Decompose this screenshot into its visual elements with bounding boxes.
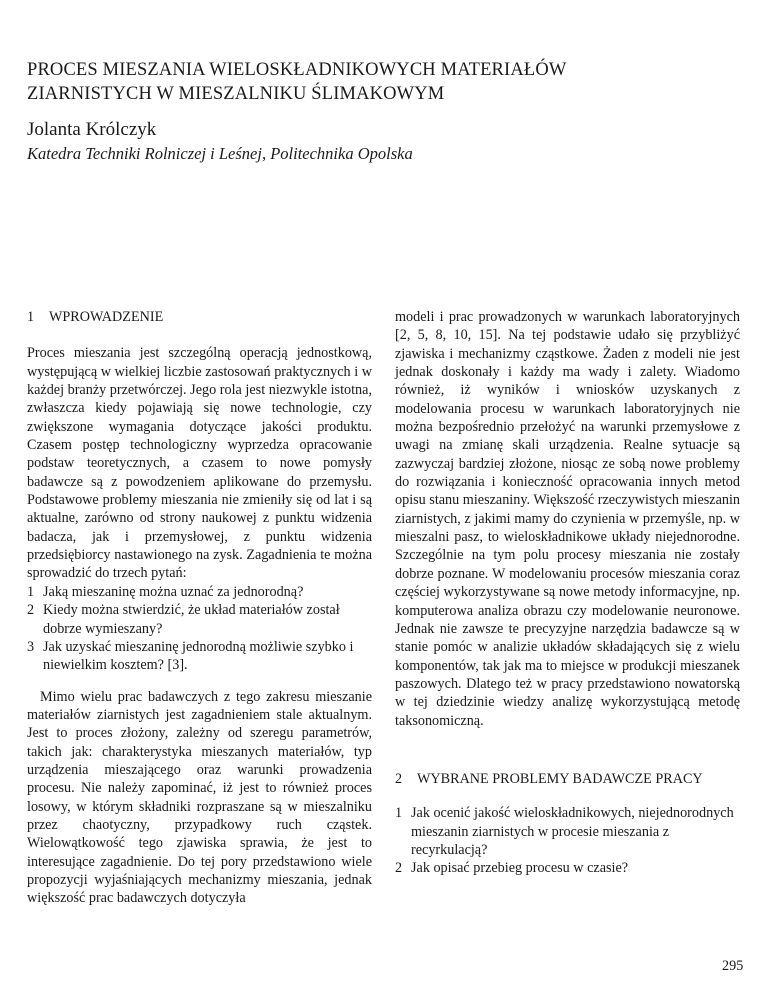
right-column — [395, 308, 740, 878]
author-name: Jolanta Królczyk — [27, 119, 157, 140]
list-item-number: 1 — [27, 583, 35, 600]
list-item-text: Jak uzyskać mieszaninę jednorodną możliwie szybko i niewielkim kosztem? [3]. — [43, 638, 354, 674]
left-column — [27, 308, 372, 908]
author-affiliation: Katedra Techniki Rolniczej i Leśnej, Politechnika Opolska — [27, 144, 413, 163]
title-line-2: ZIARNISTYCH W MIESZALNIKU ŚLIMAKOWYM — [27, 84, 445, 104]
list-item-number: 3 — [27, 638, 35, 655]
list-item-number: 2 — [395, 860, 403, 877]
list-item — [27, 638, 372, 675]
list-item-number: 1 — [395, 805, 403, 822]
section-1-number: 1 — [27, 309, 35, 325]
paper-title — [27, 58, 727, 106]
intro-paragraph-2-continued: modeli i prac prowadzonych w warunkach laboratoryjnych [2, 5, 8, 10, 15]. Na tej podstawie udało się przybliżyć zjawiska i mechanizmy cząstkowe. Żaden z modeli nie jest jednak doskonały i każdy ma wady i zalety. Wiadomo również, iż wyników i wniosków uzyskanych z modelowania procesu w warunkach laboratoryjnych nie można bezpośrednio przełożyć na warunki przemysłowe z uwagi na zmianę skali urządzenia. Realne sytuacje są zazwyczaj bardziej złożone, niosąc ze sobą nowe problemy do rozwiązania i konieczność opracowania innych metod opisu stanu mieszaniny. Większość rzeczywistych mieszanin ziarnistych, z jakimi mamy do czynienia w przemyśle, np. w mieszalni pasz, to wieloskładnikowe układy niejednorodne. Szczególnie na tym polu procesy mieszania nie zostały dobrze poznane. W modelowaniu procesów mieszania coraz częściej wykorzystywane są nowe metody informacyjne, np. komputerowa analiza obrazu czy modelowanie neuronowe. Jednak nie zawsze te precyzyjne narzędzia badawcze są w stanie pomóc w analizie układów składających się z wielu komponentów, tak jak ma to miejsce w produkcji mieszanek paszowych. Dlatego też w pracy przedstawiono nowatorską w tej dziedzinie wiedzy analizę wykorzystującą metodę taksonomiczną. — [395, 309, 740, 729]
page-number: 295 — [722, 958, 744, 974]
section-2-number: 2 — [395, 770, 403, 787]
title-line-1: PROCES MIESZANIA WIELOSKŁADNIKOWYCH MATERIAŁÓW — [27, 60, 567, 80]
intro-paragraph-2: Mimo wielu prac badawczych z tego zakresu mieszanie materiałów ziarnistych jest zagadnieniem stale aktualnym. Jest to proces złożony, zależny od szeregu parametrów, takich jak: charakterystyka mieszanych materiałów, typ urządzenia mieszającego oraz warunki prowadzenia procesu. Nie należy zapominać, iż jest to również proces losowy, w którym składniki rozpraszane są w mieszalniku przez chaotyczny, przypadkowy ruch cząstek. Wielowątkowość tego zjawiska sprawia, że jest to interesujące zagadnienie. Do tej pory przedstawiono wiele propozycji wyjaśniających mechanizmy mieszania, jednak większość prac badawczych dotyczyła — [27, 688, 372, 907]
research-questions-list — [27, 583, 372, 675]
list-item-number: 2 — [27, 602, 35, 619]
section-1-heading — [27, 308, 372, 326]
intro-paragraph-1: Proces mieszania jest szczególną operacją jednostkową, występującą w wielkiej liczbie zastosowań praktycznych i w każdej branży przetwórczej. Jego rola jest niezwykle istotna, zwłaszcza kiedy pojawiają się nowe technologie, czy zwiększone wymagania dotyczące jakości produktu. Czasem postęp technologiczny wyprzedza opracowanie podstaw teoretycznych, a czasem to nowe pomysły badawcze są z powodzeniem aplikowane do przemysłu. Podstawowe problemy mieszania nie zmieniły się od lat i są aktualne, zarówno od strony naukowej z punktu widzenia badacza, jak i przemysłowej, z punktu widzenia przedsiębiorcy nastawionego na zysk. Zagadnienia te można sprowadzić do trzech pytań: — [27, 345, 372, 582]
list-item — [27, 583, 372, 601]
list-item-text: Jak ocenić jakość wieloskładnikowych, niejednorodnych mieszanin ziarnistych w procesie mieszania z recyrkulacją? — [411, 805, 734, 858]
list-item — [395, 859, 740, 877]
section-1-title: WPROWADZENIE — [49, 309, 164, 325]
list-item-text: Kiedy można stwierdzić, że układ materiałów został dobrze wymieszany? — [43, 602, 340, 637]
list-item-text: Jak opisać przebieg procesu w czasie? — [411, 860, 629, 877]
section-2-heading — [395, 770, 740, 788]
research-problems-list — [395, 804, 740, 877]
list-item — [27, 601, 372, 638]
list-item-text: Jaką mieszaninę można uznać za jednorodną? — [43, 583, 304, 600]
list-item — [395, 804, 740, 859]
section-2-title: WYBRANE PROBLEMY BADAWCZE PRACY — [417, 770, 703, 787]
